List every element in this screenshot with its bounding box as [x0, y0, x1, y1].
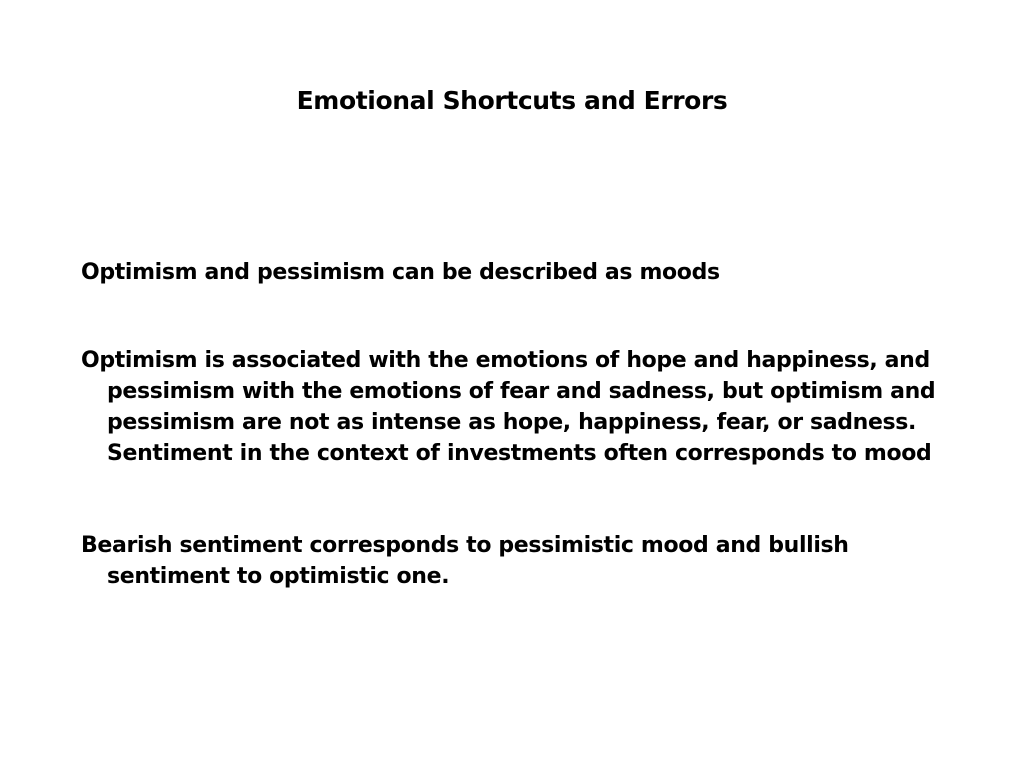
- body-paragraph-moods: Optimism and pessimism can be described as moods: [81, 260, 720, 285]
- body-paragraph-sentiment: Bearish sentiment corresponds to pessimistic mood and bullish sentiment to optimistic one.: [81, 533, 849, 589]
- body-paragraph-emotions: Optimism is associated with the emotions of hope and happiness, and pessimism with the emotions of fear and sadness, but optimism and pessimism are not as intense as hope, happiness, fear, or sadness. Sentiment in the context of investments often corresponds to mood: [81, 348, 936, 466]
- slide-title: Emotional Shortcuts and Errors: [296, 86, 728, 115]
